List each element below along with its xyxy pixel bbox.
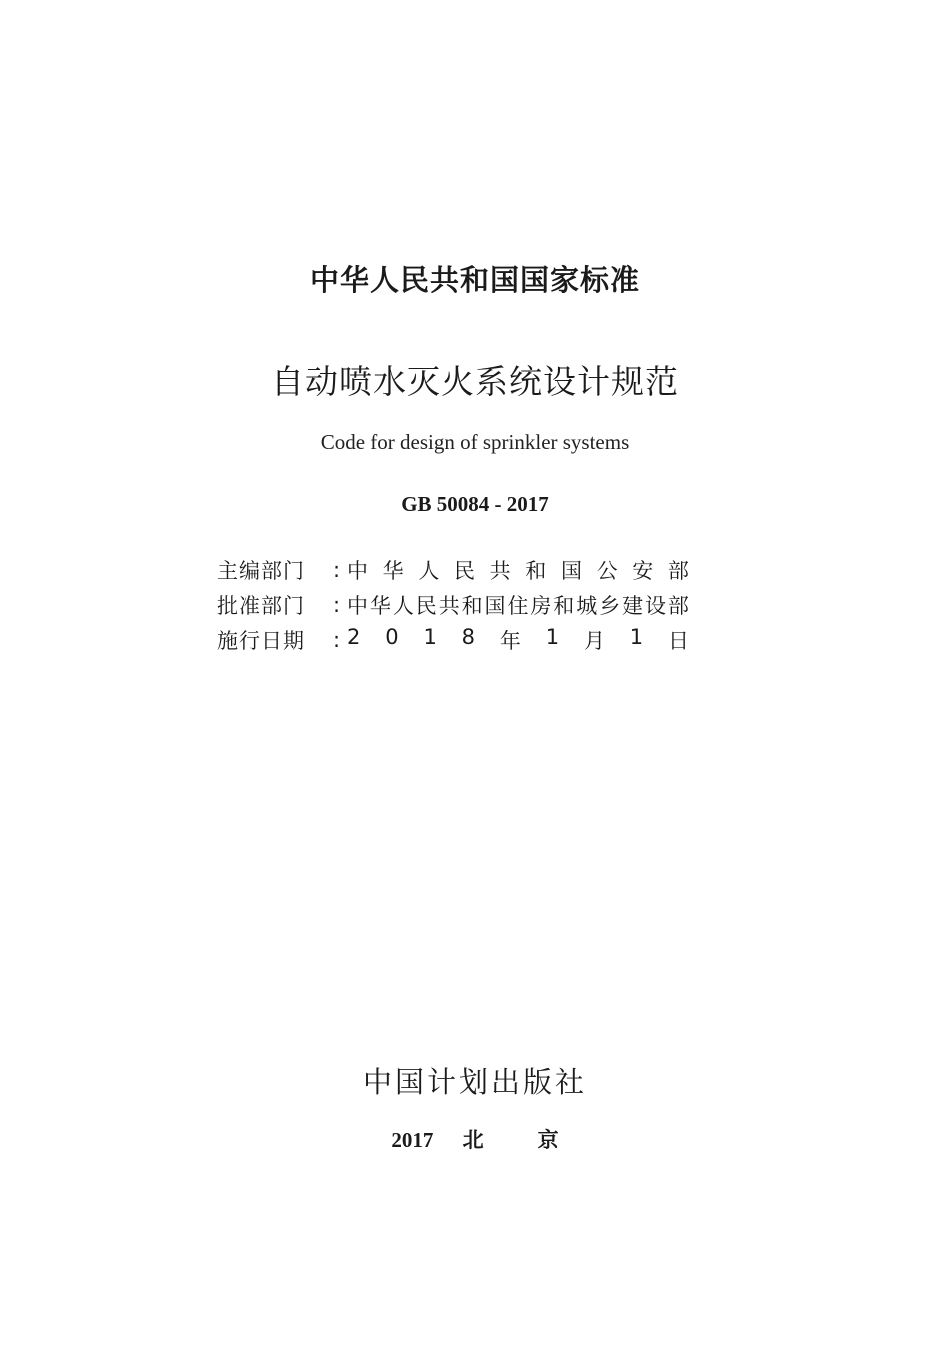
publication-city: 北京 bbox=[462, 1128, 613, 1152]
title-english: Code for design of sprinkler systems bbox=[320, 430, 630, 454]
editor-value: 中 华 人 民 共 和 国 公 安 部 bbox=[347, 558, 689, 583]
approver-label: 批准部门 bbox=[217, 593, 305, 618]
approver-colon: : bbox=[333, 592, 341, 617]
effective-date-value: 2 0 1 8 年 1 月 1 日 bbox=[347, 624, 689, 653]
info-block bbox=[217, 552, 689, 657]
title-chinese: 自动喷水灭火系统设计规范 bbox=[271, 362, 679, 401]
effective-date-colon: : bbox=[333, 627, 341, 652]
info-row-effective-date bbox=[217, 622, 689, 657]
editor-label: 主编部门 bbox=[217, 558, 305, 583]
effective-date-label: 施行日期 bbox=[217, 628, 305, 653]
standard-type: 中华人民共和国国家标准 bbox=[309, 263, 640, 297]
approver-value: 中 华 人 民 共 和 国 住 房 和 城 乡 建 设 部 bbox=[347, 593, 689, 618]
editor-colon: : bbox=[333, 557, 341, 582]
publication-line bbox=[0, 1124, 950, 1154]
info-row-approver bbox=[217, 587, 689, 622]
info-row-editor bbox=[217, 552, 689, 587]
publisher-name: 中国计划出版社 bbox=[362, 1065, 587, 1099]
standard-number: GB 50084 - 2017 bbox=[401, 492, 549, 516]
publication-year: 2017 bbox=[391, 1128, 434, 1152]
